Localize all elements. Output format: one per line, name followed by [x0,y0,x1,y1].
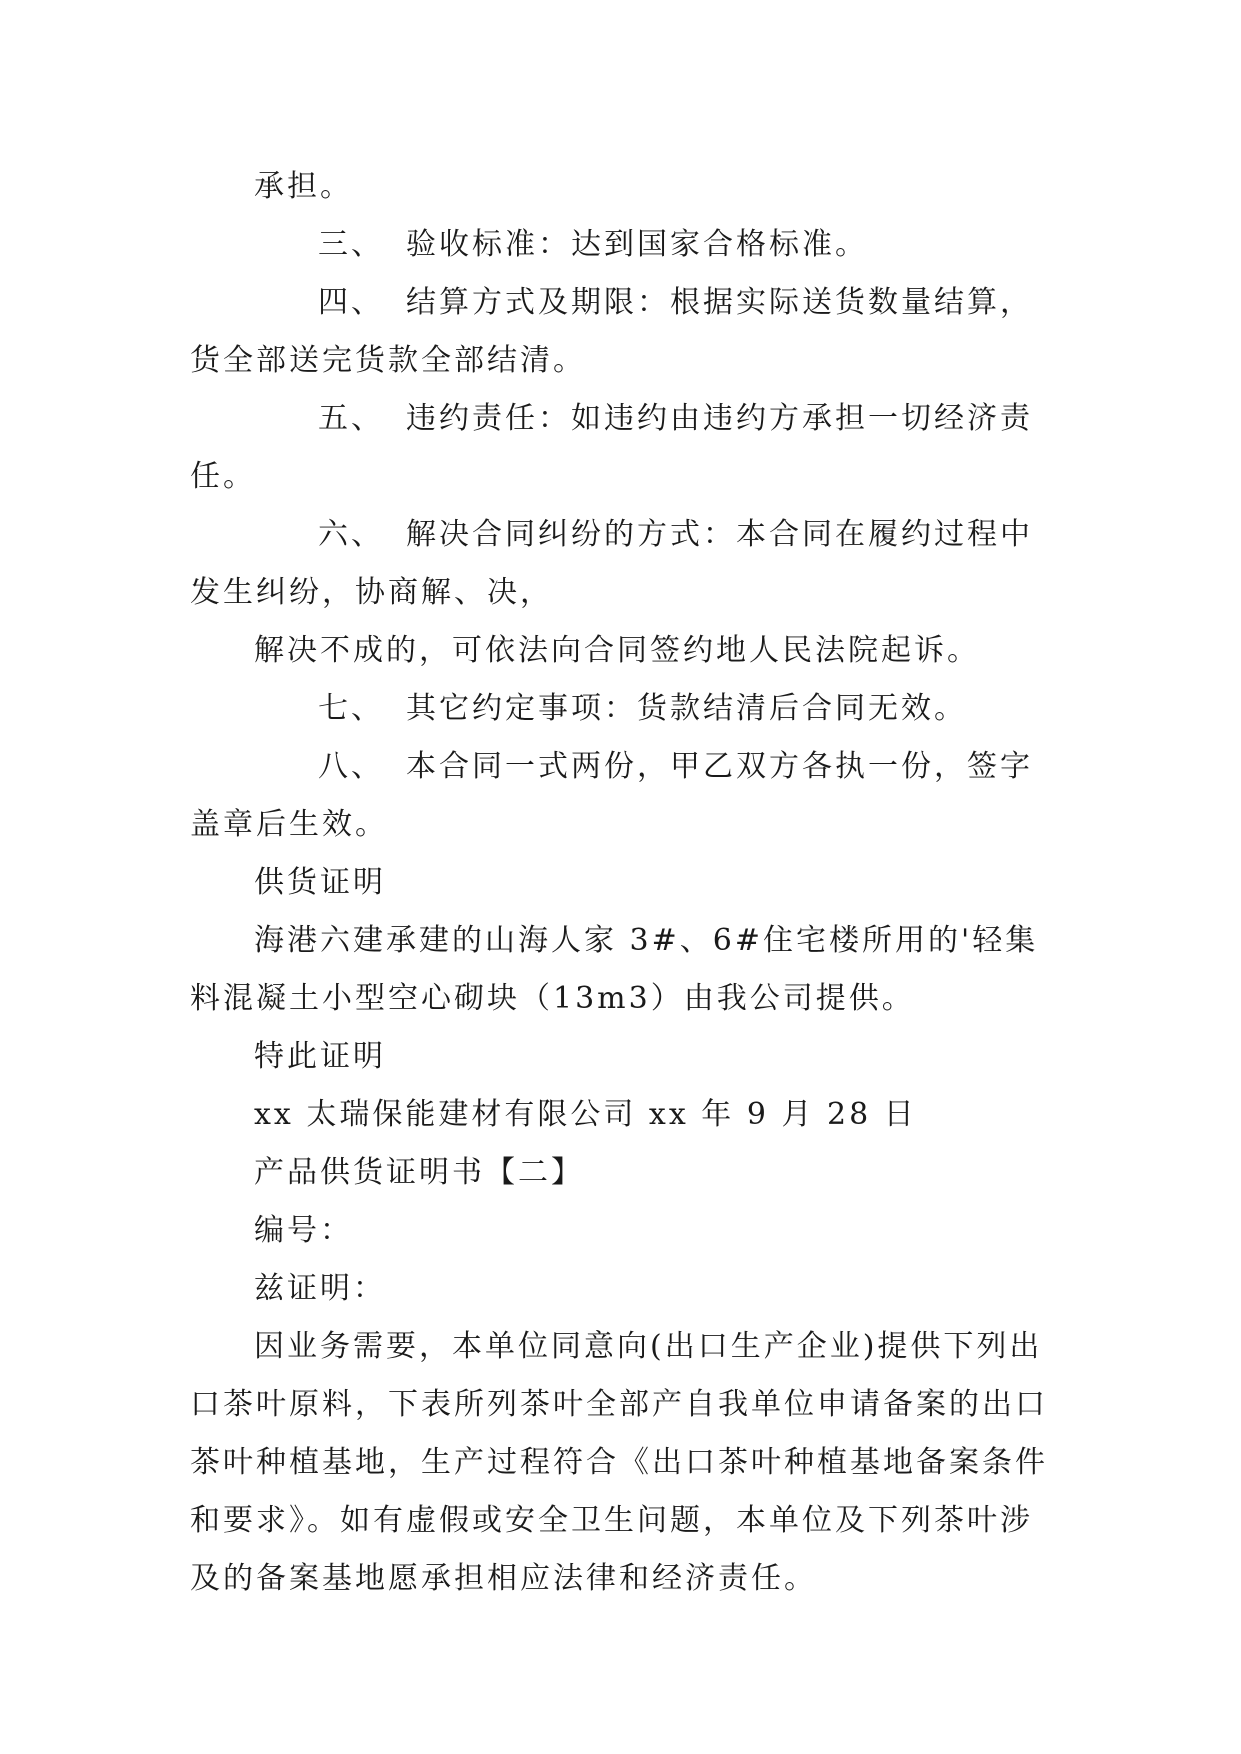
section-heading-product-certificate [190,1144,1060,1202]
clause-text: 违约责任：如违约由违约方承担一切经济责任。 [190,401,1033,494]
paragraph-text: 因业务需要，本单位同意向(出口生产企业)提供下列出口茶叶原料，下表所列茶叶全部产自我单位申请备案的出口茶叶种植基地，生产过程符合《出口茶叶种植基地备案条件和要求》。如有虚假或安全卫生问题，本单位及下列茶叶涉及的备案基地愿承担相应法律和经济责任。 [190,1329,1048,1596]
clause-number: 七、 [318,691,384,726]
paragraph-text: 承担。 [254,169,353,204]
clause-number: 八、 [318,749,384,784]
clause-dispute-resolution [190,506,1060,622]
document-body [190,158,1060,1608]
section-heading-supply-certificate [190,854,1060,912]
clause-text: 结算方式及期限：根据实际送货数量结算，货全部送完货款全部结清。 [190,285,1033,378]
paragraph-text: 海港六建承建的山海人家 3#、6#住宅楼所用的'轻集料混凝土小型空心砌块（13m3）由我公司提供。 [190,923,1039,1016]
clause-settlement [190,274,1060,390]
clause-text: 解决合同纠纷的方式：本合同在履约过程中发生纠纷，协商解、决， [190,517,1033,610]
clause-breach-liability [190,390,1060,506]
heading-text: 供货证明 [254,865,386,900]
clause-text: 验收标准：达到国家合格标准。 [406,227,868,262]
clause-acceptance-standard [190,216,1060,274]
clause-number: 六、 [318,517,384,552]
paragraph-text: 特此证明 [254,1039,386,1074]
paragraph-text: 兹证明： [254,1271,386,1306]
paragraph-court-filing [190,622,1060,680]
paragraph-text: xx 太瑞保能建材有限公司 xx 年 9 月 28 日 [254,1097,917,1132]
paragraph-supply-statement [190,912,1060,1028]
paragraph-cost-bearing [190,158,1060,216]
clause-copies [190,738,1060,854]
paragraph-tea-supply-statement [190,1318,1060,1608]
clause-number: 四、 [318,285,384,320]
paragraph-text: 编号： [254,1213,353,1248]
paragraph-text: 解决不成的，可依法向合同签约地人民法院起诉。 [254,633,980,668]
clause-number: 五、 [318,401,384,436]
paragraph-company-date [190,1086,1060,1144]
clause-text: 其它约定事项：货款结清后合同无效。 [406,691,967,726]
clause-text: 本合同一式两份，甲乙双方各执一份，签字盖章后生效。 [190,749,1033,842]
clause-number: 三、 [318,227,384,262]
heading-text: 产品供货证明书【二】 [254,1155,584,1190]
paragraph-hereby-certify [190,1028,1060,1086]
clause-other-terms [190,680,1060,738]
paragraph-serial-number [190,1202,1060,1260]
paragraph-certify-intro [190,1260,1060,1318]
